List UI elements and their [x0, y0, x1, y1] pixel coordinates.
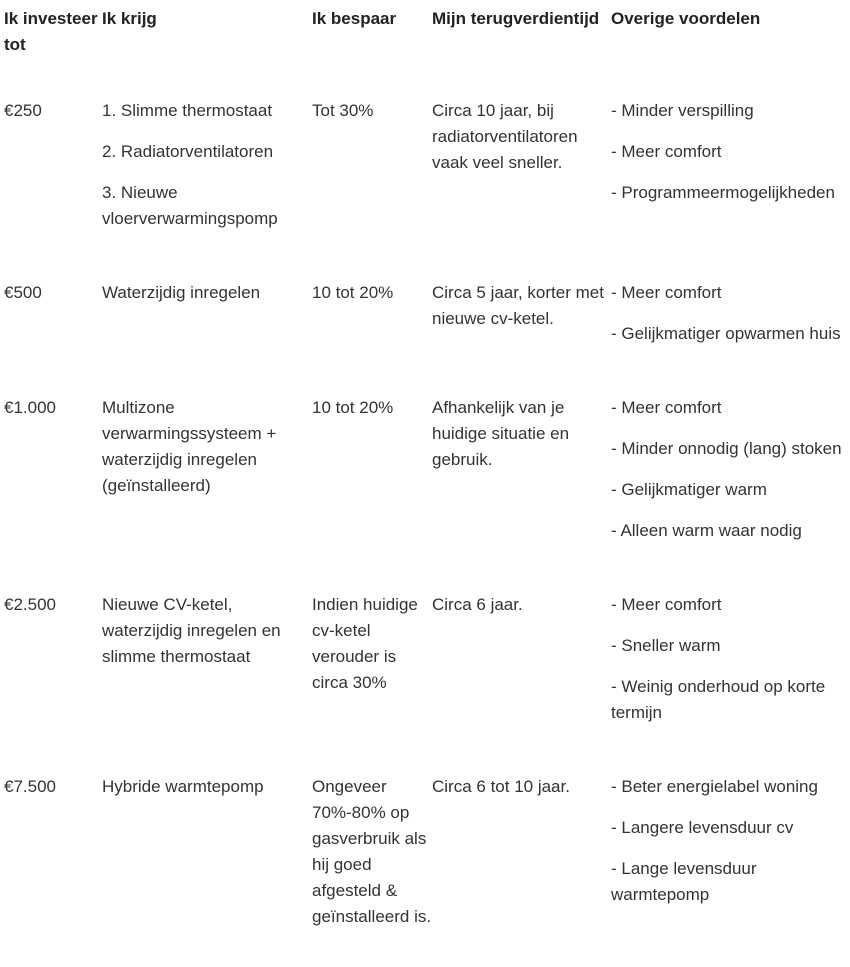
benefit-item: - Langere levensduur cv — [611, 818, 794, 837]
payback-cell: Circa 10 jaar, bij radiatorventilatoren vaak veel sneller. — [432, 101, 578, 172]
benefit-item: - Meer comfort — [611, 398, 722, 417]
get-cell — [102, 280, 312, 395]
get-cell — [102, 774, 312, 930]
get-item: Nieuwe CV-ketel, waterzijdig inregelen en slimme thermostaat — [102, 595, 281, 666]
benefits-cell — [611, 592, 850, 774]
header-invest: Ik investeer tot — [4, 9, 98, 54]
benefits-cell — [611, 395, 850, 592]
table-row — [4, 98, 850, 280]
get-item: Hybride warmtepomp — [102, 777, 264, 796]
benefit-item: - Weinig onderhoud op korte termijn — [611, 677, 826, 722]
payback-cell: Circa 5 jaar, korter met nieuwe cv-ketel. — [432, 283, 604, 328]
payback-cell: Circa 6 tot 10 jaar. — [432, 777, 570, 796]
save-cell: 10 tot 20% — [312, 398, 394, 417]
table-row — [4, 280, 850, 395]
benefit-item: - Meer comfort — [611, 283, 722, 302]
benefit-item: - Alleen warm waar nodig — [611, 521, 802, 540]
benefits-cell — [611, 98, 850, 280]
header-row — [4, 6, 850, 98]
benefit-item: - Lange levensduur warmtepomp — [611, 859, 757, 904]
payback-cell: Afhankelijk van je huidige situatie en gebruik. — [432, 398, 570, 469]
table-row — [4, 395, 850, 592]
invest-cell: €1.000 — [4, 398, 56, 417]
save-cell: Ongeveer 70%-80% op gasverbruik als hij goed afgesteld & geïnstalleerd is. — [312, 777, 432, 926]
invest-cell: €500 — [4, 283, 42, 302]
table-row — [4, 592, 850, 774]
payback-cell: Circa 6 jaar. — [432, 595, 523, 614]
benefits-cell — [611, 774, 850, 930]
get-item: 3. Nieuwe vloerverwarmingspomp — [102, 183, 278, 228]
benefits-cell — [611, 280, 850, 395]
get-item: Multizone verwarmingssysteem + waterzijdig inregelen (geïnstalleerd) — [102, 398, 277, 495]
benefit-item: - Programmeermogelijkheden — [611, 183, 835, 202]
save-cell: Tot 30% — [312, 101, 374, 120]
get-item: Waterzijdig inregelen — [102, 283, 261, 302]
benefit-item: - Beter energielabel woning — [611, 777, 818, 796]
invest-cell: €2.500 — [4, 595, 56, 614]
benefit-item: - Meer comfort — [611, 142, 722, 161]
benefit-item: - Sneller warm — [611, 636, 721, 655]
header-save: Ik bespaar — [312, 9, 397, 28]
benefit-item: - Gelijkmatiger warm — [611, 480, 767, 499]
save-cell: 10 tot 20% — [312, 283, 394, 302]
get-cell — [102, 395, 312, 592]
table-row — [4, 774, 850, 930]
get-cell — [102, 592, 312, 774]
header-payback: Mijn terugverdientijd — [432, 9, 600, 28]
benefit-item: - Minder verspilling — [611, 101, 754, 120]
get-item: 1. Slimme thermostaat — [102, 101, 273, 120]
invest-cell: €250 — [4, 101, 42, 120]
benefit-item: - Minder onnodig (lang) stoken — [611, 439, 842, 458]
benefit-item: - Gelijkmatiger opwarmen huis — [611, 324, 841, 343]
get-item: 2. Radiatorventilatoren — [102, 142, 274, 161]
get-cell — [102, 98, 312, 280]
save-cell: Indien huidige cv-ketel verouder is circa 30% — [312, 595, 418, 692]
invest-cell: €7.500 — [4, 777, 56, 796]
header-get: Ik krijg — [102, 9, 157, 28]
header-benefits: Overige voordelen — [611, 9, 761, 28]
benefit-item: - Meer comfort — [611, 595, 722, 614]
investment-table — [4, 6, 850, 930]
